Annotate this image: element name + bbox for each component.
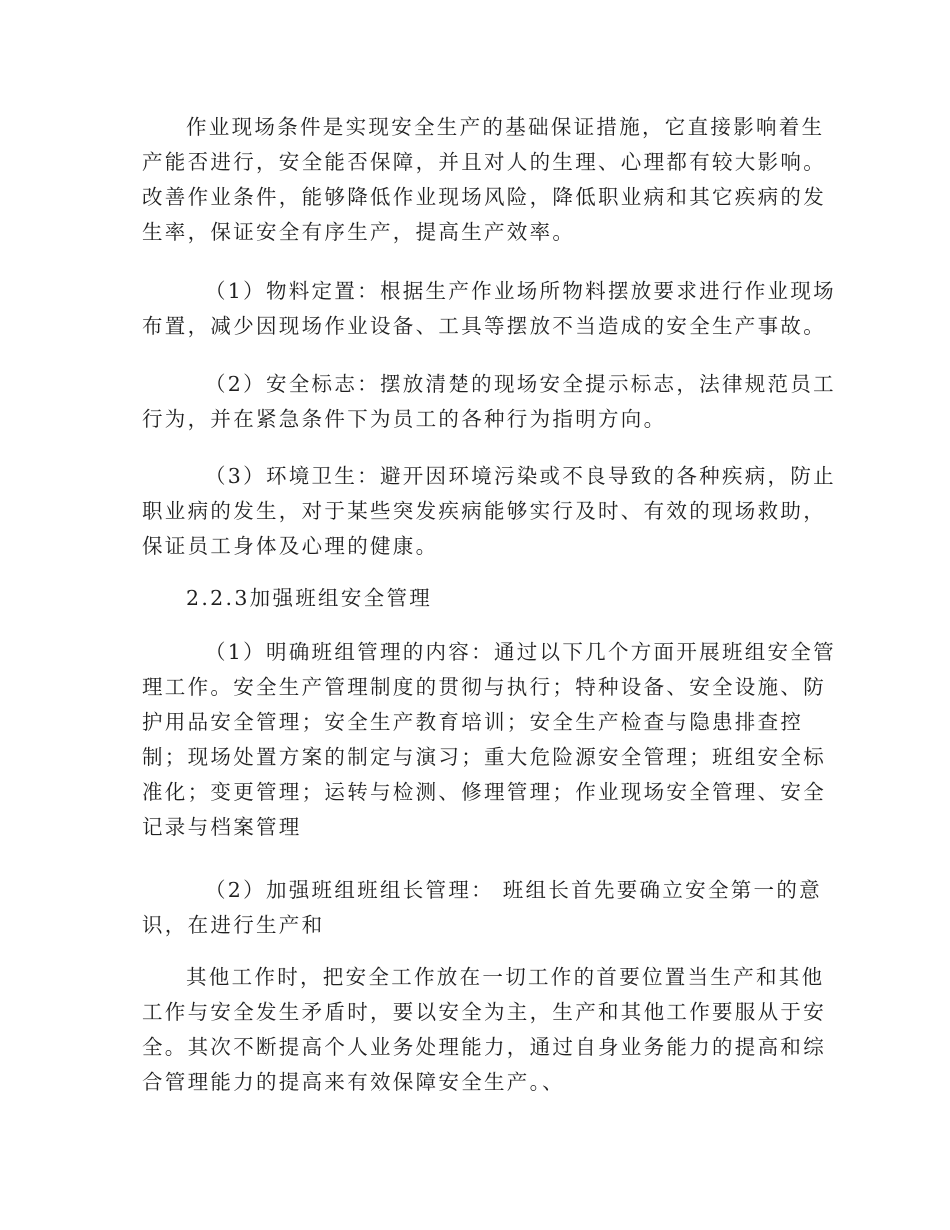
paragraph-leader-line-2: 识，在进行生产和: [142, 913, 325, 937]
paragraph-intro-line-2: 产能否进行，安全能否保障，并且对人的生理、心理都有较大影响。: [142, 150, 826, 174]
section-heading-2-2-3: 2.2.3加强班组安全管理: [186, 586, 433, 610]
paragraph-materials-line-2: 布置，减少因现场作业设备、工具等摆放不当造成的安全生产事故。: [142, 314, 826, 338]
paragraph-intro-line-4: 生率，保证安全有序生产，提高生产效率。: [142, 220, 576, 244]
paragraph-content-line-2: 理工作。安全生产管理制度的贯彻与执行；特种设备、安全设施、防: [142, 675, 826, 699]
paragraph-intro-line-3: 改善作业条件，能够降低作业现场风险，降低职业病和其它疾病的发: [142, 185, 826, 209]
paragraph-continuation-line-4: 合管理能力的提高来有效保障安全生产。、: [142, 1070, 565, 1094]
paragraph-signs-line-1: （2）安全标志：摆放清楚的现场安全提示标志，法律规范员工: [205, 372, 836, 396]
paragraph-materials-line-1: （1）物料定置：根据生产作业场所物料摆放要求进行作业现场: [205, 279, 836, 303]
paragraph-content-line-5: 准化；变更管理；运转与检测、修理管理；作业现场安全管理、安全: [142, 780, 826, 804]
paragraph-content-line-3: 护用品安全管理；安全生产教育培训；安全生产检查与隐患排查控: [142, 710, 804, 734]
paragraph-hygiene-line-1: （3）环境卫生：避开因环境污染或不良导致的各种疾病，防止: [205, 464, 836, 488]
paragraph-continuation-line-3: 全。其次不断提高个人业务处理能力，通过自身业务能力的提高和综: [142, 1035, 826, 1059]
paragraph-continuation-line-2: 工作与安全发生矛盾时，要以安全为主，生产和其他工作要服从于安: [142, 1000, 826, 1024]
paragraph-content-line-1: （1）明确班组管理的内容：通过以下几个方面开展班组安全管: [205, 640, 836, 664]
paragraph-content-line-4: 制；现场处置方案的制定与演习；重大危险源安全管理；班组安全标: [142, 745, 826, 769]
paragraph-signs-line-2: 行为，并在紧急条件下为员工的各种行为指明方向。: [142, 407, 667, 431]
paragraph-intro-line-1: 作业现场条件是实现安全生产的基础保证措施，它直接影响着生: [186, 115, 825, 139]
paragraph-content-line-6: 记录与档案管理: [142, 815, 302, 839]
paragraph-continuation-line-1: 其他工作时，把安全工作放在一切工作的首要位置当生产和其他: [186, 965, 825, 989]
paragraph-hygiene-line-2: 职业病的发生，对于某些突发疾病能够实行及时、有效的现场救助，: [142, 499, 826, 523]
paragraph-leader-line-1: （2）加强班组班组长管理： 班组长首先要确立安全第一的意: [205, 878, 822, 902]
paragraph-hygiene-line-3: 保证员工身体及心理的健康。: [142, 534, 439, 558]
